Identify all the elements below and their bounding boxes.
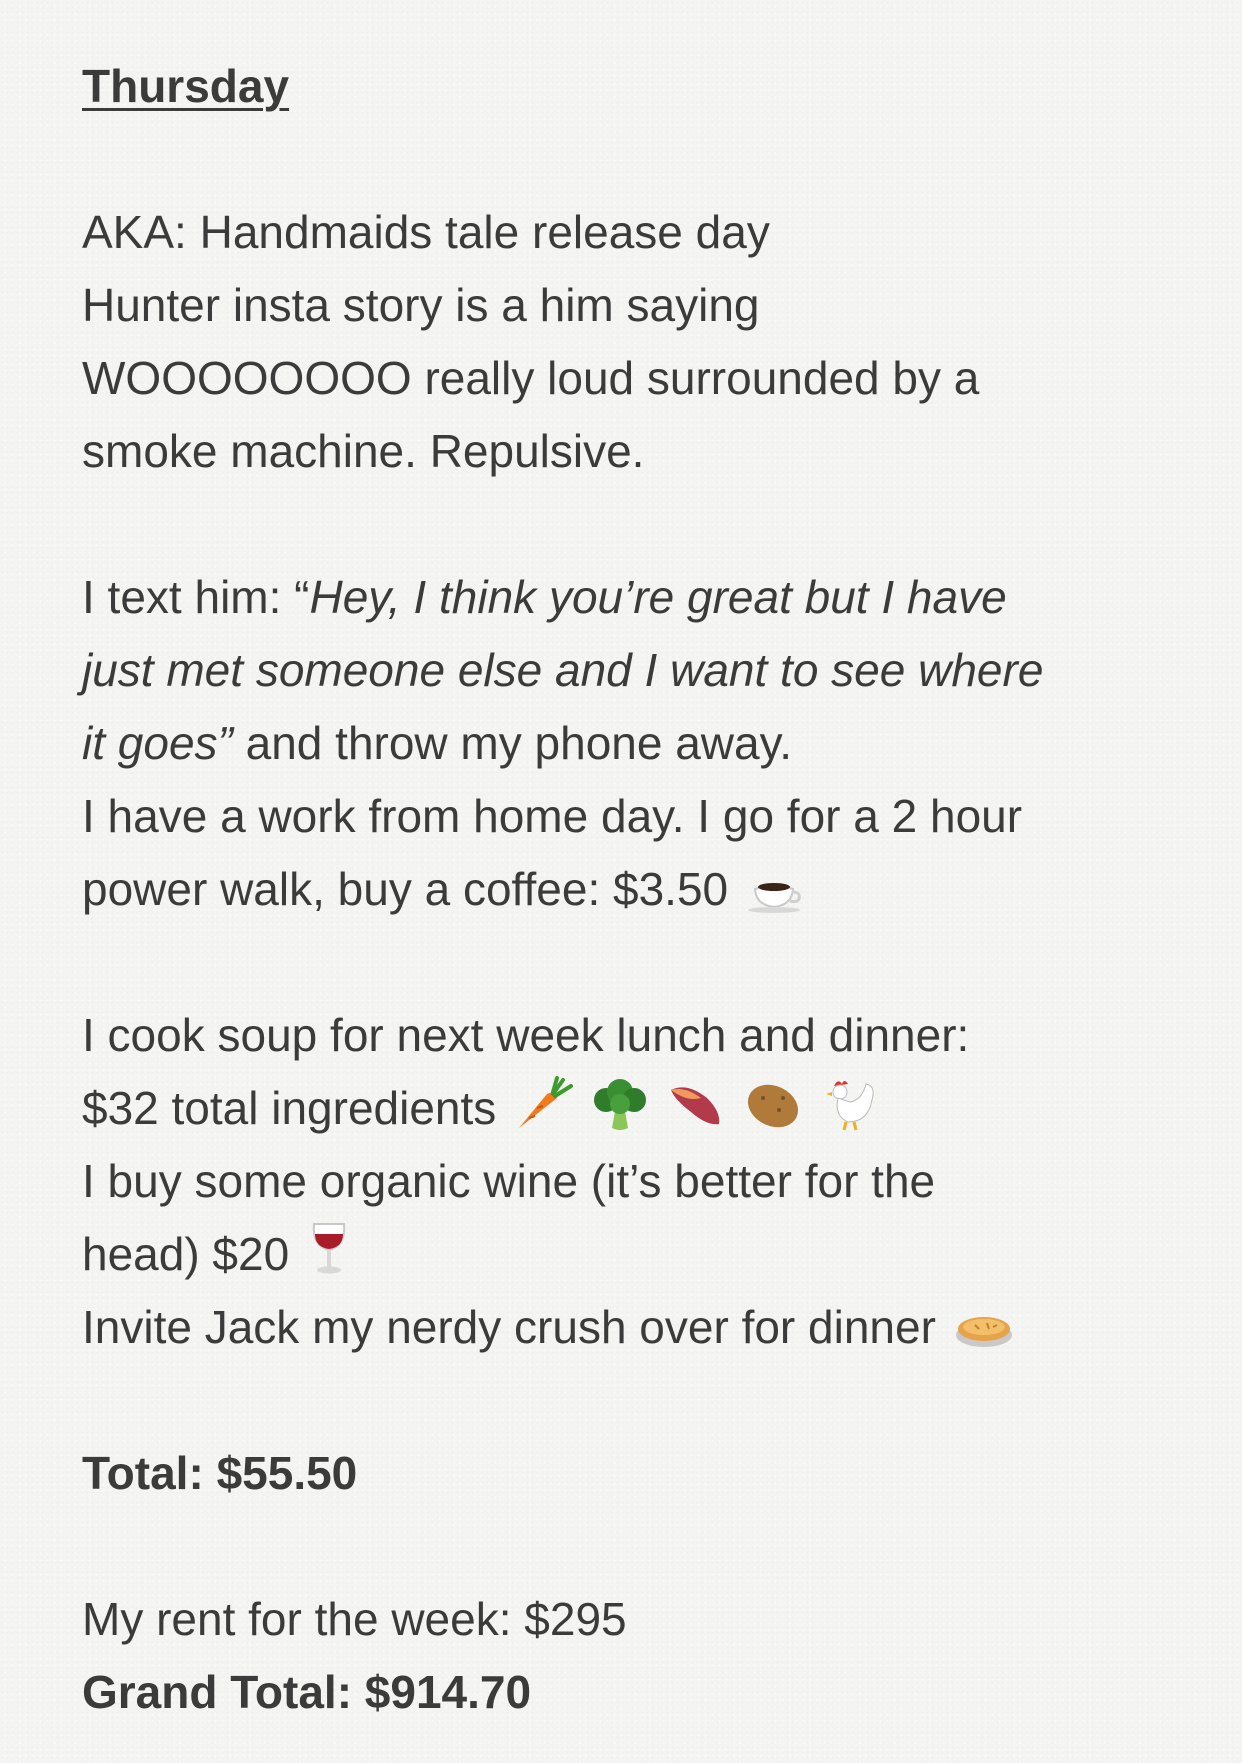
wine-glass-icon (306, 1220, 352, 1299)
text-span: power walk, buy a coffee: $3.50 (82, 863, 729, 915)
note-line (82, 1291, 1182, 1364)
text-span: I text him: “ (82, 571, 310, 623)
blank-line (82, 123, 1182, 196)
sweet-potato-icon (667, 1076, 727, 1153)
blank-line (82, 1510, 1182, 1583)
rent-line: My rent for the week: $295 (82, 1593, 627, 1645)
note-line: I have a work from home day. I go for a 2 hour (82, 790, 1023, 842)
note-title: Thursday (82, 60, 290, 112)
note-line (82, 1218, 1182, 1291)
note-line: I cook soup for next week lunch and dinner: (82, 1009, 970, 1061)
broccoli-icon (590, 1076, 650, 1153)
carrot-icon (513, 1076, 573, 1153)
text-span: $32 total ingredients (82, 1082, 497, 1134)
note-line: Hunter insta story is a him saying (82, 279, 760, 331)
note-line (82, 561, 1182, 634)
note-line: AKA: Handmaids tale release day (82, 206, 770, 258)
note-body[interactable] (82, 50, 1182, 1729)
blank-line (82, 488, 1182, 561)
rooster-icon (820, 1076, 880, 1153)
text-span: and throw my phone away. (232, 717, 792, 769)
text-span: head) $20 (82, 1228, 290, 1280)
quoted-text-line: just met someone else and I want to see where (82, 644, 1044, 696)
quoted-text: Hey, I think you’re great but I have (309, 571, 1007, 623)
note-line: WOOOOOOOO really loud surrounded by a (82, 352, 980, 404)
grand-total-line: Grand Total: $914.70 (82, 1666, 532, 1718)
quoted-text: it goes” (82, 717, 233, 769)
coffee-icon (745, 861, 807, 934)
note-line: I buy some organic wine (it’s better for the (82, 1155, 936, 1207)
note-line: smoke machine. Repulsive. (82, 425, 645, 477)
note-line (82, 1072, 1182, 1145)
total-line: Total: $55.50 (82, 1447, 358, 1499)
note-line (82, 707, 1182, 780)
pie-icon (953, 1299, 1015, 1372)
blank-line (82, 1364, 1182, 1437)
blank-line (82, 926, 1182, 999)
text-span: Invite Jack my nerdy crush over for dinner (82, 1301, 936, 1353)
note-line (82, 853, 1182, 926)
potato-icon (743, 1076, 803, 1153)
